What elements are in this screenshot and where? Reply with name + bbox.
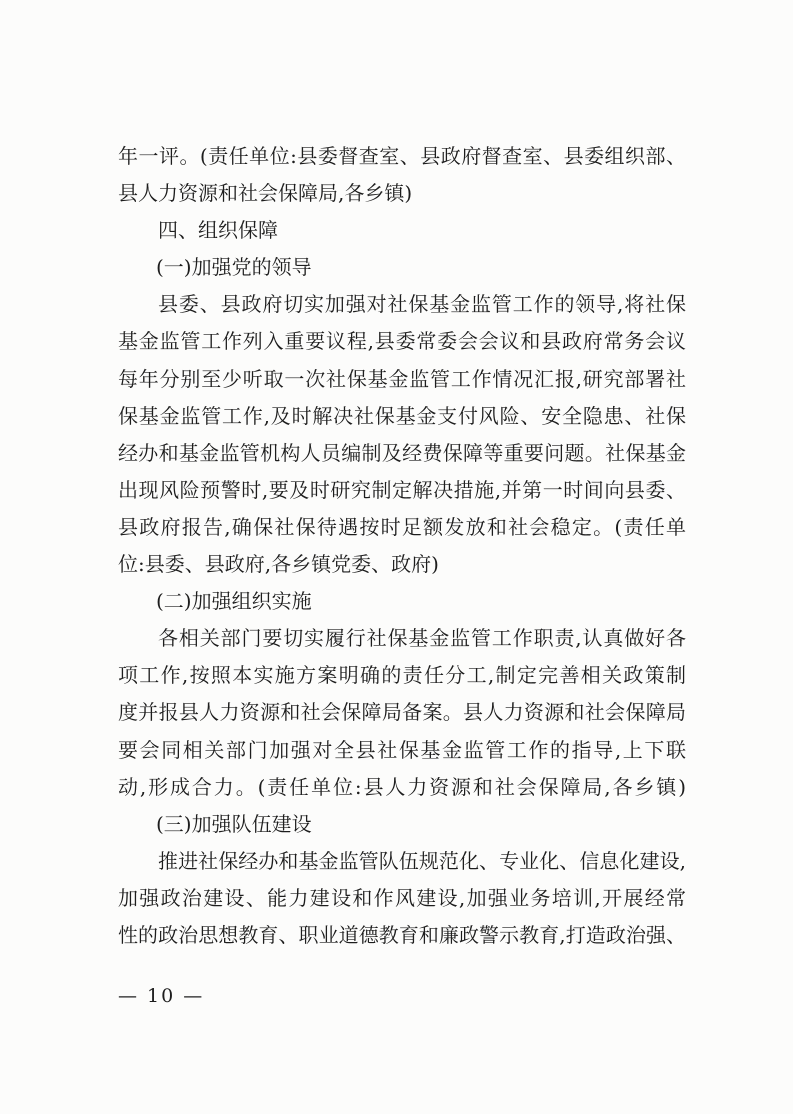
subsection-heading: (一)加强党的领导 xyxy=(156,255,312,280)
text-line: 出现风险预警时,要及时研究制定解决措施,并第一时间向县委、 xyxy=(118,477,686,502)
text-line: 经办和基金监管机构人员编制及经费保障等重要问题。社保基金 xyxy=(118,440,686,465)
text-line: 推进社保经办和基金监管队伍规范化、专业化、信息化建设, xyxy=(158,848,686,873)
subsection-heading: (三)加强队伍建设 xyxy=(156,811,312,836)
body-text xyxy=(118,138,686,954)
text-line: 位:县委、县政府,各乡镇党委、政府) xyxy=(118,552,439,577)
text-line: 各相关部门要切实履行社保基金监管工作职责,认真做好各 xyxy=(158,626,686,651)
text-line: 年一评。(责任单位:县委督查室、县政府督查室、县委组织部、 xyxy=(118,144,686,168)
text-line: 县政府报告,确保社保待遇按时足额发放和社会稳定。(责任单 xyxy=(118,514,686,539)
text-line: 加强政治建设、能力建设和作风建设,加强业务培训,开展经常 xyxy=(118,885,686,910)
subsection-heading: (二)加强组织实施 xyxy=(156,589,312,614)
text-line: 度并报县人力资源和社会保障局备案。县人力资源和社会保障局 xyxy=(118,700,686,725)
text-line: 保基金监管工作,及时解决社保基金支付风险、安全隐患、社保 xyxy=(118,403,686,428)
section-heading: 四、组织保障 xyxy=(158,218,278,243)
text-line: 县人力资源和社会保障局,各乡镇) xyxy=(118,181,413,206)
text-line: 动,形成合力。(责任单位:县人力资源和社会保障局,各乡镇) xyxy=(118,774,686,799)
text-line: 每年分别至少听取一次社保基金监管工作情况汇报,研究部署社 xyxy=(118,366,686,391)
page-number: — 10 — xyxy=(118,985,205,1007)
text-line: 性的政治思想教育、职业道德教育和廉政警示教育,打造政治强、 xyxy=(118,922,686,947)
text-line: 要会同相关部门加强对全县社保基金监管工作的指导,上下联 xyxy=(118,737,686,762)
text-line: 基金监管工作列入重要议程,县委常委会会议和县政府常务会议 xyxy=(118,329,686,354)
text-line: 项工作,按照本实施方案明确的责任分工,制定完善相关政策制 xyxy=(118,663,686,688)
text-line: 县委、县政府切实加强对社保基金监管工作的领导,将社保 xyxy=(158,292,686,317)
